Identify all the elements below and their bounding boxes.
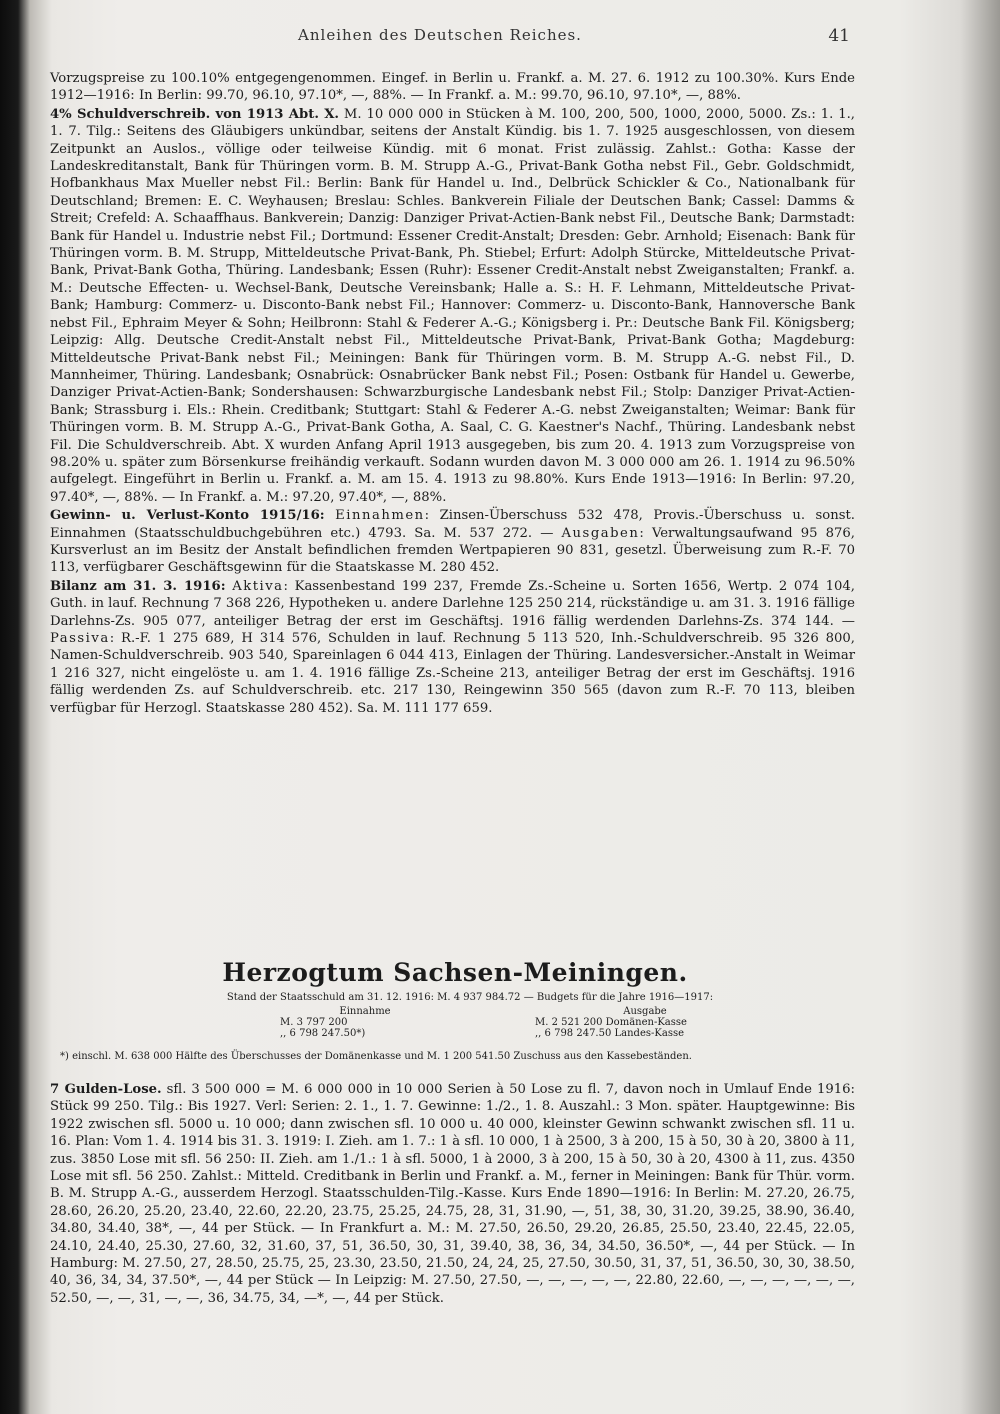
- income-line: ,, 6 798 247.50*): [280, 1028, 366, 1039]
- expense-heading: Ausgabe: [623, 1006, 667, 1017]
- budget-table: [280, 1006, 760, 1050]
- paragraph-heading: Gewinn- u. Verlust-Konto 1915/16:: [50, 508, 325, 524]
- lower-text-block: [50, 1081, 855, 1307]
- paragraph-heading: Bilanz am 31. 3. 1916:: [50, 578, 226, 594]
- budget-expense-column: [535, 1006, 755, 1039]
- running-title: Anleihen des Deutschen Reiches.: [298, 26, 582, 44]
- page-number: 41: [828, 26, 850, 46]
- footnote: *) einschl. M. 638 000 Hälfte des Überschusses der Domänenkasse und M. 1 200 541.50 Zuschuss aus den Kassebeständen.: [60, 1051, 692, 1062]
- paragraph-gulden-lose: 7 Gulden-Lose. sfl. 3 500 000 = M. 6 000 000 in 10 000 Serien à 50 Lose zu fl. 7, davon noch in Umlauf Ende 1916: Stück 99 250. Tilg.: Bis 1927. Verl: Serien: 2. 1., 1. 7. Gewinne: 1./2., 1. 8. Auszahl.: 3 Mon. später. Hauptgewinne: Bis 1922 zwischen sfl. 5000 u. 10 000; dann zwischen sfl. 10 000 u. 40 000, kleinster Gewinn schwankt zwischen sfl. 11 u. 16. Plan: Vom 1. 4. 1914 bis 31. 3. 1919: I. Zieh. am 1. 7.: 1 à sfl. 10 000, 1 à 2500, 3 à 200, 15 à 50, 30 à 20, 3800 à 11, zus. 3850 Lose mit sfl. 56 250: II. Zieh. am 1./1.: 1 à sfl. 5000, 1 à 2000, 3 à 200, 15 à 50, 30 à 20, 4300 à 11, zus. 4350 Lose mit sfl. 56 250. Zahlst.: Mitteld. Creditbank in Berlin und Frankf. a. M., ferner in Meiningen: Bank für Thür. vorm. B. M. Strupp A.-G., ausserdem Herzogl. Staatsschulden-Tilg.-Kasse. Kurs Ende 1890—1916: In Berlin: M. 27.20, 26.75, 28.60, 26.20, 25.20, 23.40, 22.60, 22.20, 23.75, 25.25, 24.75, 28, 31, 31.90, —, 51, 38, 30, 31.20, 39.25, 38.90, 36.40, 34.80, 34.40, 38*, —, 44 per Stück. — In Frankfurt a. M.: M. 27.50, 26.50, 29.20, 26.85, 25.50, 23.40, 22.45, 22.05, 24.10, 24.40, 25.30, 27.60, 32, 31.60, 37, 51, 36.50, 30, 31, 39.40, 38, 36, 34, 34.50, 36.50*, —, 44 per Stück. — In Hamburg: M. 27.50, 27, 28.50, 25.75, 25, 23.30, 23.50, 21.50, 24, 24, 25, 27.50, 30.50, 31, 37, 51, 36.50, 30, 30, 38.50, 40, 36, 34, 34, 37.50*, —, 44 per Stück — In Leipzig: M. 27.50, 27.50, —, —, —, —, —, 22.80, 22.60, —, —, —, —, —, —, 52.50, —, —, 31, —, —, 36, 34.75, 34, —*, —, 44 per Stück.: [50, 1082, 855, 1306]
- income-line: M. 3 797 200: [280, 1017, 348, 1028]
- running-header: [0, 26, 1000, 50]
- section-title: Herzogtum Sachsen-Meiningen.: [222, 958, 688, 987]
- upper-text-block: [50, 70, 855, 717]
- expense-line: ,, 6 798 247.50 Landes-Kasse: [535, 1028, 684, 1039]
- income-heading: Einnahme: [339, 1006, 391, 1017]
- paragraph-gewinn-verlust: Gewinn- u. Verlust-Konto 1915/16: Einnahmen: Zinsen-Überschuss 532 478, Provis.-Überschuss u. sonst. Einnahmen (Staatsschuldbuchgebühren etc.) 4793. Sa. M. 537 272. — Ausgaben: Verwaltungsaufwand 95 876, Kursverlust an im Besitz der Anstalt befindlichen fremden Wertpapieren 90 831, gesetzl. Überweisung zum R.-F. 70 113, verfügbarer Geschäftsgewinn für die Staatskasse M. 280 452.: [50, 508, 855, 576]
- expense-line: M. 2 521 200 Domänen-Kasse: [535, 1017, 687, 1028]
- paragraph-heading: 7 Gulden-Lose.: [50, 1082, 162, 1097]
- paragraph-heading: 4% Schuldverschreib. von 1913 Abt. X.: [50, 106, 340, 122]
- paragraph-issue-prices: Vorzugspreise zu 100.10% entgegengenommen. Eingef. in Berlin u. Frankf. a. M. 27. 6. 1912 zu 100.30%. Kurs Ende 1912—1916: In Berlin: 99.70, 96.10, 97.10*, —, 88%. — In Frankf. a. M.: 99.70, 96.10, 97.10*, —, 88%.: [50, 71, 855, 104]
- paragraph-bilanz: Bilanz am 31. 3. 1916: Aktiva: Kassenbestand 199 237, Fremde Zs.-Scheine u. Sorten 1656, Wertp. 2 074 104, Guth. in lauf. Rechnung 7 368 226, Hypotheken u. andere Darlehne 125 250 214, rückständige u. am 31. 3. 1916 fällige Darlehns-Zs. 905 077, anteiliger Betrag der erst im Geschäftsj. 1916 fällig werdenden Darlehns-Zs. 374 144. — Passiva: R.-F. 1 275 689, H 314 576, Schulden in lauf. Rechnung 5 113 520, Inh.-Schuldverschreib. 95 326 800, Namen-Schuldverschreib. 903 540, Spareinlagen 6 044 413, Einlagen der Thüring. Landesversicher.-Anstalt in Weimar 1 216 327, nicht eingelöste u. am 1. 4. 1916 fällige Zs.-Scheine 213, anteiliger Betrag der erst im Geschäftsj. 1916 fällig werdenden Zs. auf Schuldverschreib. etc. 217 130, Reingewinn 350 565 (davon zum R.-F. 70 113, bleiben verfügbar für Herzogl. Staatskasse 280 452). Sa. M. 111 177 659.: [50, 578, 855, 716]
- budget-income-column: [280, 1006, 450, 1039]
- debt-status-line: Stand der Staatsschuld am 31. 12. 1916: M. 4 937 984.72 — Budgets für die Jahre 1916—1917:: [226, 992, 714, 1003]
- paragraph-schuldverschreibung: 4% Schuldverschreib. von 1913 Abt. X. M. 10 000 000 in Stücken à M. 100, 200, 500, 1000, 2000, 5000. Zs.: 1. 1., 1. 7. Tilg.: Seitens des Gläubigers unkündbar, seitens der Anstalt Kündig. bis 1. 7. 1925 ausgeschlossen, von diesem Zeitpunkt an Auslos., völlige oder teilweise Kündig. mit 6 monat. Frist zulässig. Zahlst.: Gotha: Kasse der Landeskreditanstalt, Bank für Thüringen vorm. B. M. Strupp A.-G., Privat-Bank Gotha nebst Fil., Gebr. Goldschmidt, Hofbankhaus Max Mueller nebst Fil.: Berlin: Bank für Handel u. Ind., Delbrück Schickler & Co., Nationalbank für Deutschland; Bremen: E. C. Weyhausen; Breslau: Schles. Bankverein Filiale der Deutschen Bank; Cassel: Damms & Streit; Crefeld: A. Schaaffhaus. Bankverein; Danzig: Danziger Privat-Actien-Bank nebst Fil., Deutsche Bank; Darmstadt: Bank für Handel u. Industrie nebst Fil.; Dortmund: Essener Credit-Anstalt; Dresden: Gebr. Arnhold; Eisenach: Bank für Thüringen vorm. B. M. Strupp, Mitteldeutsche Privat-Bank, Ph. Stiebel; Erfurt: Adolph Stürcke, Mitteldeutsche Privat-Bank, Privat-Bank Gotha, Thüring. Landesbank; Essen (Ruhr): Essener Credit-Anstalt nebst Zweiganstalten; Frankf. a. M.: Deutsche Effecten- u. Wechsel-Bank, Deutsche Vereinsbank; Halle a. S.: H. F. Lehmann, Mitteldeutsche Privat-Bank; Hamburg: Commerz- u. Disconto-Bank nebst Fil.; Hannover: Commerz- u. Disconto-Bank, Hannoversche Bank nebst Fil., Ephraim Meyer & Sohn; Heilbronn: Stahl & Federer A.-G.; Königsberg i. Pr.: Deutsche Bank Fil. Königsberg; Leipzig: Allg. Deutsche Credit-Anstalt nebst Fil., Mitteldeutsche Privat-Bank, Privat-Bank Gotha; Magdeburg: Mitteldeutsche Privat-Bank nebst Fil.; Meiningen: Bank für Thüringen vorm. B. M. Strupp A.-G. nebst Fil., D. Mannheimer, Thüring. Landesbank; Osnabrück: Osnabrücker Bank nebst Fil.; Posen: Ostbank für Handel u. Gewerbe, Danziger Privat-Actien-Bank; Sondershausen: Schwarzburgische Landesbank nebst Fil.; Stolp: Danziger Privat-Actien-Bank; Strassburg i. Els.: Rhein. Creditbank; Stuttgart: Stahl & Federer A.-G. nebst Zweiganstalten; Weimar: Bank für Thüringen vorm. B. M. Strupp A.-G., Privat-Bank Gotha, A. Saal, C. G. Kaestner's Nachf., Thüring. Landesbank nebst Fil. Die Schuldverschreib. Abt. X wurden Anfang April 1913 ausgegeben, bis zum 20. 4. 1913 zum Vorzugspreise von 98.20% u. später zum Börsenkurse freihändig verkauft. Sodann wurden davon M. 3 000 000 am 26. 1. 1914 zu 96.50% aufgelegt. Eingeführt in Berlin u. Frankf. a. M. am 15. 4. 1913 zu 98.80%. Kurs Ende 1913—1916: In Berlin: 97.20, 97.40*, —, 88%. — In Frankf. a. M.: 97.20, 97.40*, —, 88%.: [50, 106, 855, 505]
